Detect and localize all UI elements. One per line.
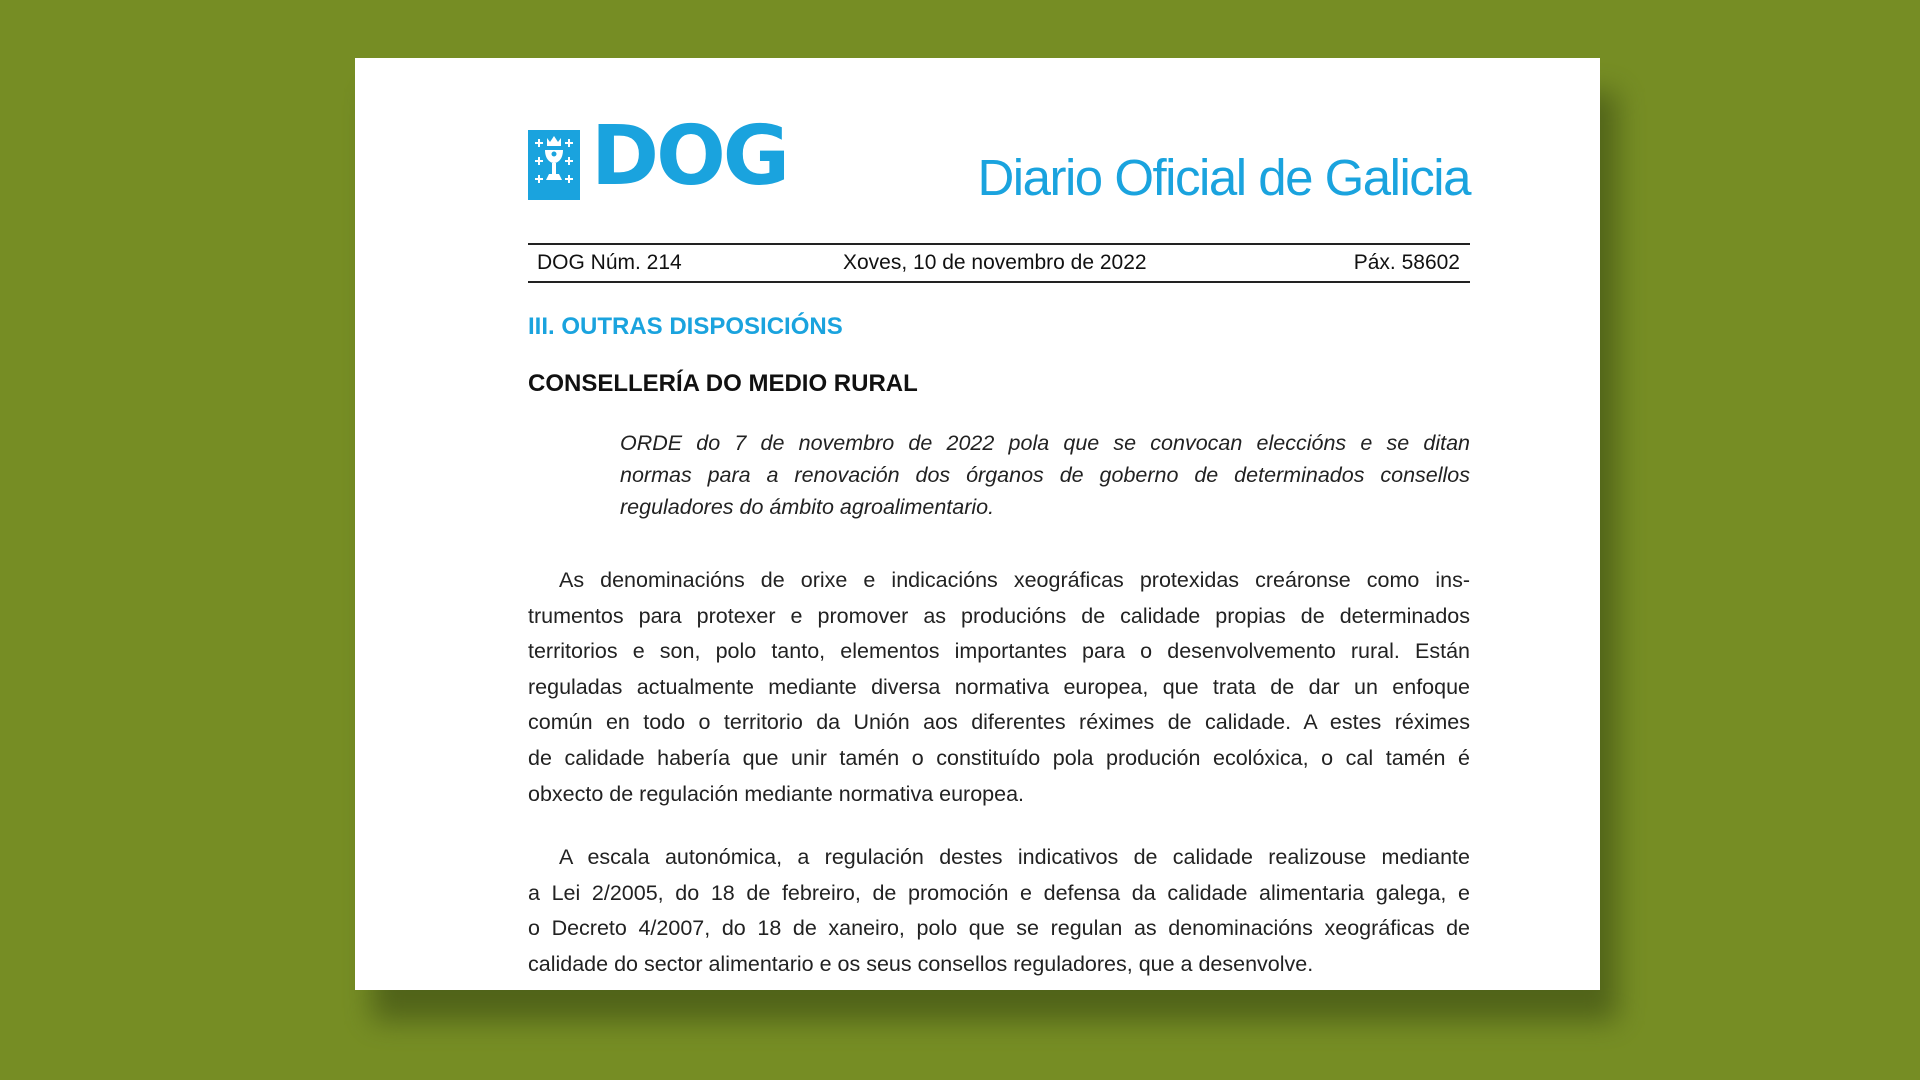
- issue-header-bar: [528, 243, 1470, 283]
- body-paragraph-1: [528, 563, 1470, 812]
- galicia-crest-icon: [528, 130, 580, 200]
- publication-title: Diario Oficial de Galicia: [977, 149, 1470, 206]
- paragraph-line: reguladas actualmente mediante diversa normativa europea, que trata de dar un enfoque: [528, 674, 1470, 699]
- issue-date: Xoves, 10 de novembro de 2022: [843, 251, 1147, 274]
- summary-line: normas para a renovación dos órganos de goberno de determinados consellos: [620, 463, 1470, 487]
- paragraph-line: obxecto de regulación mediante normativa europea.: [528, 781, 1025, 806]
- section-heading: III. OUTRAS DISPOSICIÓNS: [528, 313, 843, 340]
- summary-line: reguladores do ámbito agroalimentario.: [620, 495, 995, 519]
- paragraph-line: A escala autonómica, a regulación destes indicativos de calidade realizouse mediante: [559, 845, 1470, 869]
- paragraph-line: o Decreto 4/2007, do 18 de xaneiro, polo que se regulan as denominacións xeográficas de: [528, 916, 1470, 941]
- paragraph-line: de calidade habería que unir tamén o constituído pola produción ecolóxica, o cal tamén é: [528, 745, 1470, 770]
- ministry-heading: CONSELLERÍA DO MEDIO RURAL: [528, 370, 918, 397]
- logo-wordmark: DOG: [591, 109, 788, 204]
- paragraph-line: territorios e son, polo tanto, elementos importantes para o desenvolvemento rural. Están: [528, 639, 1470, 664]
- body-paragraph-2: [528, 840, 1470, 982]
- dog-logo: [528, 109, 788, 204]
- paragraph-line: calidade do sector alimentario e os seus consellos reguladores, que a desenvolve.: [528, 951, 1314, 976]
- paragraph-line: As denominacións de orixe e indicacións xeográficas protexidas creáronse como ins-: [559, 568, 1470, 592]
- paragraph-line: común en todo o territorio da Unión aos diferentes réximes de calidade. A estes réximes: [528, 710, 1470, 735]
- paragraph-line: trumentos para protexer e promover as producións de calidade propias de determinados: [528, 603, 1470, 628]
- document-page: [355, 58, 1600, 990]
- order-summary: [620, 427, 1470, 523]
- page-number: Páx. 58602: [1353, 251, 1460, 274]
- masthead: [528, 109, 1470, 220]
- paragraph-line: a Lei 2/2005, do 18 de febreiro, de promoción e defensa da calidade alimentaria galega, e: [528, 880, 1470, 905]
- issue-number: DOG Núm. 214: [537, 251, 682, 274]
- summary-line: ORDE do 7 de novembro de 2022 pola que se convocan eleccións e se ditan: [620, 431, 1470, 455]
